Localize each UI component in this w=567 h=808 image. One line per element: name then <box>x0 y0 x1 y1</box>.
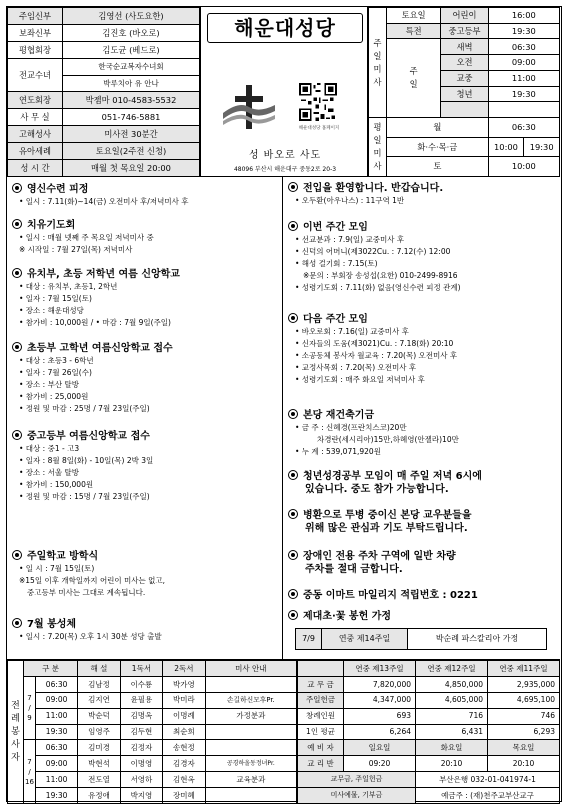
clergy-value: 김진호 (바오로) <box>63 24 200 41</box>
mass-time: 09:00 <box>488 55 559 71</box>
notice-youth-bible <box>283 470 560 497</box>
finance-value: 6,264 <box>344 724 416 740</box>
weekday-day: 토 <box>387 157 489 177</box>
section-item: • 장소 : 서울 탈방 <box>19 468 79 477</box>
section-item: • 바오로회 : 7.16(일) 교중미사 후 <box>295 327 409 336</box>
bullet-icon <box>12 430 22 440</box>
sunday-label-text: 주 일 <box>409 66 418 90</box>
bulletin-page <box>6 6 562 802</box>
header <box>7 7 560 177</box>
section-item: • 일자 : 7월 15일(토) <box>19 294 92 303</box>
clergy-role: 평협회장 <box>8 41 63 58</box>
mass-name: 청년 <box>441 86 488 102</box>
notice-line <box>283 550 560 563</box>
bullet-icon <box>12 219 22 229</box>
week-date <box>24 676 36 740</box>
left-column <box>7 177 283 659</box>
qr-code-icon <box>299 83 337 121</box>
reader-2: 송현정 <box>163 740 205 756</box>
reader-1: 이수룡 <box>120 676 162 692</box>
section-altar-offering <box>283 610 560 650</box>
reader-1: 박지영 <box>120 788 162 804</box>
section-heading <box>7 219 282 232</box>
title-block <box>200 7 368 177</box>
mass-time: 09:00 <box>36 692 78 708</box>
catechism-day: 목요일 <box>488 740 560 756</box>
finance-value: 6,293 <box>488 724 560 740</box>
reader-2: 박미라 <box>163 692 205 708</box>
section-title: 이번 주간 모임 <box>303 222 368 233</box>
parish-address: 48096 부산시 해운대구 중동2로 20-3 <box>233 166 337 173</box>
mass-time <box>488 102 559 118</box>
section-item: ※문의 : 부회장 송성섭(요한) 010-2499-8916 <box>303 271 458 280</box>
section-item: • 정원 및 마감 : 25명 / 7월 23일(주일) <box>19 404 150 413</box>
commentator: 유정애 <box>78 788 120 804</box>
usher: 손길하신모후Pr. <box>205 692 296 708</box>
finance-header: 연중 제13주일 <box>344 661 416 677</box>
commentator: 김미경 <box>78 740 120 756</box>
mass-name: 특전 <box>387 23 441 39</box>
reader-2: 최순희 <box>163 724 205 740</box>
section-item: • 오두환(아우나스) : 11구역 1반 <box>295 196 405 205</box>
section-title: 주일학교 방학식 <box>27 551 99 562</box>
reader-1: 서영하 <box>120 772 162 788</box>
clergy-value: 매월 첫 목요일 20:00 <box>63 160 200 177</box>
mass-time: 16:00 <box>488 8 559 24</box>
schedule-header: 구 분 <box>24 661 78 677</box>
finance-table <box>297 660 560 804</box>
weekday-time: 06:30 <box>488 118 559 138</box>
clergy-value: 박루치아 유 안나 <box>63 75 200 92</box>
mass-time: 19:30 <box>36 724 78 740</box>
right-column <box>283 177 560 659</box>
reader-1: 윤필용 <box>120 692 162 708</box>
week-date-text: 7 / 16 <box>25 757 34 786</box>
catechism-time: 09:20 <box>344 756 416 772</box>
usher <box>205 740 296 756</box>
notice-text: 장애인 전용 주차 구역에 일반 차량 <box>303 551 456 562</box>
section-heading <box>7 342 282 355</box>
usher: 교육분과 <box>205 772 296 788</box>
finance-value: 693 <box>344 708 416 724</box>
catechism-time: 20:10 <box>416 756 488 772</box>
mass-name: 중고등부 <box>441 23 488 39</box>
bullet-icon <box>12 183 22 193</box>
finance-value: 4,605,000 <box>416 692 488 708</box>
catechism-label: 교 리 반 <box>298 756 344 772</box>
section-heading <box>7 618 282 631</box>
bullet-icon <box>12 618 22 628</box>
notice-text: 청년성경공부 모임이 매 주일 저녁 6시에 <box>303 471 482 482</box>
clergy-role: 고해성사 <box>8 126 63 143</box>
clergy-value: 김영선 (사도요한) <box>63 8 200 25</box>
section-title: 치유기도회 <box>27 220 76 231</box>
reader-2: 장미혜 <box>163 788 205 804</box>
section-item: 중고등부 미사는 그대로 계속됩니다. <box>27 588 146 597</box>
finance-label: 교 무 금 <box>298 676 344 692</box>
section-welcome <box>283 182 560 207</box>
bullet-icon <box>12 268 22 278</box>
section-building-fund <box>283 409 560 458</box>
weekday-day: 월 <box>387 118 489 138</box>
section-item: • 참가비 : 10,000원 / • 마감 : 7월 9일(주일) <box>19 318 171 327</box>
section-emart <box>283 589 560 602</box>
finance-value: 746 <box>488 708 560 724</box>
reader-2: 박가영 <box>163 676 205 692</box>
section-item: 차경란(세시리아)15만,하혜영(안젤라)10만 <box>317 435 459 444</box>
mass-time: 19:30 <box>488 86 559 102</box>
bullet-icon <box>288 470 298 480</box>
clergy-role: 성 시 간 <box>8 160 63 177</box>
section-item: • 일시 : 매월 넷째 주 목요일 저녁미사 중 <box>19 233 154 242</box>
schedule-header: 2독서 <box>163 661 205 677</box>
notice-line <box>283 470 560 483</box>
section-heading <box>283 589 560 602</box>
finance-label: 주일헌금 <box>298 692 344 708</box>
section-item: • 성령기도회 : 매주 화요일 저녁미사 후 <box>295 375 425 384</box>
bottom-tables <box>7 659 560 803</box>
section-item: • 일시 : 7.20(목) 오후 1시 30분 성당 출발 <box>19 632 162 641</box>
commentator: 전도열 <box>78 772 120 788</box>
bullet-icon <box>288 221 298 231</box>
section-item: • 선교분과 : 7.9(일) 교중미사 후 <box>295 235 405 244</box>
notice-text: 있습니다. 중도 참가 가능합니다. <box>305 484 449 495</box>
section-item: • 해성 걸기회 : 7.15(토) <box>295 259 378 268</box>
schedule-side-label-text: 전 례 봉 사 자 <box>11 700 20 763</box>
section-item: • 일시 : 7.11(화)~14(금) 오전미사 후/저녁미사 후 <box>19 197 189 206</box>
section-title: 중동 이마트 마일리지 적립번호 : 0221 <box>303 590 478 601</box>
notice-parking <box>283 550 560 577</box>
section-title: 영신수련 피정 <box>27 184 89 195</box>
offering-family: 박순례 파스칼리아 가정 <box>408 629 547 650</box>
section-item: • 소공동체 봉사자 월교육 : 7.20(목) 오전미사 후 <box>295 351 458 360</box>
catechism-label: 예 비 자 <box>298 740 344 756</box>
reader-1: 김명옥 <box>120 708 162 724</box>
mass-name: 교중 <box>441 70 488 86</box>
sunday-label <box>387 39 441 118</box>
clergy-value: 김도균 (베드로) <box>63 41 200 58</box>
bank-holder: 예금주 : (재)천주교부산교구 <box>416 788 560 804</box>
finance-value: 6,431 <box>416 724 488 740</box>
section-item: ※15일 이후 개학일까지 어린이 미사는 없고, <box>19 576 166 585</box>
section-item: • 참가비 : 25,000원 <box>19 392 89 401</box>
catechism-time: 20:10 <box>488 756 560 772</box>
bullet-icon <box>288 589 298 599</box>
section-item: • 일자 : 7월 26일(수) <box>19 368 92 377</box>
section-kids-school <box>7 268 282 329</box>
mass-time: 06:30 <box>488 39 559 55</box>
patron-saint: 성 바오로 사도 <box>248 150 322 161</box>
bullet-icon <box>288 409 298 419</box>
finance-header <box>298 661 344 677</box>
section-title: 중고등부 여름신앙학교 접수 <box>27 431 150 442</box>
section-item: • 일자 : 8월 8일(화) - 10일(목) 2박 3일 <box>19 456 154 465</box>
mass-name <box>441 102 488 118</box>
section-title: 다음 주간 모임 <box>303 314 368 325</box>
mass-time: 19:30 <box>36 788 78 804</box>
section-item: • 참가비 : 150,000원 <box>19 480 94 489</box>
finance-value: 4,695,100 <box>488 692 560 708</box>
commentator: 김남정 <box>78 676 120 692</box>
clergy-value: 미사전 30분간 <box>63 126 200 143</box>
section-vacation <box>7 550 282 599</box>
mass-time: 19:30 <box>488 23 559 39</box>
clergy-table <box>7 7 200 177</box>
bullet-icon <box>288 313 298 323</box>
usher <box>205 676 296 692</box>
finance-value: 7,820,000 <box>344 676 416 692</box>
section-elementary-school <box>7 342 282 415</box>
section-heading <box>7 183 282 196</box>
bank-label: 교무금, 주일헌금 <box>298 772 416 788</box>
weekday-day: 화·수·목·금 <box>387 137 489 157</box>
bullet-icon <box>12 342 22 352</box>
mass-time: 06:30 <box>36 676 78 692</box>
section-healing-prayer <box>7 219 282 256</box>
saturday-label: 토요일 <box>387 8 441 24</box>
offering-date: 7/9 <box>296 629 322 650</box>
finance-value: 4,850,000 <box>416 676 488 692</box>
qr-caption: 해운대성당 홈페이지 <box>298 126 340 131</box>
section-item: • 대상 : 중1 - 고3 <box>19 444 80 453</box>
mass-time: 11:00 <box>36 708 78 724</box>
offering-sunday: 연중 제14주일 <box>322 629 408 650</box>
reader-1: 김두현 <box>120 724 162 740</box>
week-date <box>24 740 36 804</box>
section-item: • 정원 및 마감 : 15명 / 7월 23일(주일) <box>19 492 150 501</box>
mass-time: 06:30 <box>36 740 78 756</box>
schedule-header: 1독서 <box>120 661 162 677</box>
reader-2: 이명례 <box>163 708 205 724</box>
section-title: 전입을 환영합니다. 반갑습니다. <box>303 183 444 194</box>
finance-header: 연중 제11주일 <box>488 661 560 677</box>
section-heading <box>7 430 282 443</box>
bullet-icon <box>12 550 22 560</box>
section-item: • 금 주 : 신혜경(프란치스코)20만 <box>295 423 407 432</box>
finance-value: 4,347,000 <box>344 692 416 708</box>
section-heading <box>7 268 282 281</box>
week-date-text: 7 / 9 <box>27 694 32 723</box>
section-item: • 대상 : 유치부, 초등1, 2학년 <box>19 282 118 291</box>
commentator: 박순덕 <box>78 708 120 724</box>
weekday-time: 10:00 <box>488 157 559 177</box>
section-title: 초등부 고학년 여름신앙학교 접수 <box>27 343 173 354</box>
bank-account: 부산은행 032-01-041974-1 <box>416 772 560 788</box>
section-heading <box>283 610 560 623</box>
section-item: • 신덕의 어머니(제3022Cu. : 7.12(수) 12:00 <box>295 247 451 256</box>
mass-time: 09:00 <box>36 756 78 772</box>
clergy-role: 유아세례 <box>8 143 63 160</box>
clergy-role: 연도회장 <box>8 92 63 109</box>
bullet-icon <box>288 182 298 192</box>
finance-header: 연중 제12주일 <box>416 661 488 677</box>
usher: 공경하올동정녀Pr. <box>205 756 296 772</box>
reader-1: 이명영 <box>120 756 162 772</box>
notice-prayer-request <box>283 509 560 536</box>
section-heading <box>283 221 560 234</box>
mass-time: 11:00 <box>36 772 78 788</box>
section-youth-school <box>7 430 282 503</box>
section-heading <box>7 550 282 563</box>
bullet-icon <box>288 550 298 560</box>
notice-text: 위해 많은 관심과 기도 부탁드립니다. <box>305 523 468 534</box>
reader-2: 김현옥 <box>163 772 205 788</box>
commentator: 임영주 <box>78 724 120 740</box>
section-item: • 성령기도회 : 7.11(화) 없음(영신수련 피정 관계) <box>295 283 461 292</box>
clergy-role: 주임신부 <box>8 8 63 25</box>
weekday-mass-label-text: 평 일 미 사 <box>373 122 382 172</box>
notice-text: 병환으로 투병 중이신 본당 교우분들을 <box>303 510 472 521</box>
section-title: 제대초·꽃 봉헌 가정 <box>303 611 392 622</box>
finance-value: 2,935,000 <box>488 676 560 692</box>
weekday-time: 10:00 <box>488 137 524 157</box>
section-heading <box>283 182 560 195</box>
section-title: 7월 봉성체 <box>27 619 77 630</box>
finance-value: 716 <box>416 708 488 724</box>
mass-name: 어린이 <box>441 8 488 24</box>
parish-logo-icon <box>221 83 277 131</box>
usher: 가정분과 <box>205 708 296 724</box>
clergy-value: 051-746-5881 <box>63 109 200 126</box>
catechism-day: 화요일 <box>416 740 488 756</box>
section-heading <box>283 313 560 326</box>
section-item: • 대상 : 초등3 - 6학년 <box>19 356 94 365</box>
reader-1: 김정자 <box>120 740 162 756</box>
bullet-icon <box>288 610 298 620</box>
section-item: • 누 계 : 539,071,920원 <box>295 447 381 456</box>
section-title: 본당 재건축기금 <box>303 410 375 421</box>
section-heading <box>283 409 560 422</box>
clergy-role: 보좌신부 <box>8 24 63 41</box>
section-item: • 교정사목회 : 7.20(목) 오전미사 후 <box>295 363 417 372</box>
clergy-value: 박젬마 010-4583-5532 <box>63 92 200 109</box>
usher <box>205 788 296 804</box>
section-item: • 장소 : 해운대성당 <box>19 306 84 315</box>
sunday-mass-label-text: 주 일 미 사 <box>373 37 382 87</box>
clergy-value: 한국순교복자수녀회 <box>63 58 200 75</box>
section-item: • 장소 : 부산 탈방 <box>19 380 79 389</box>
commentator: 김지연 <box>78 692 120 708</box>
section-retreat <box>7 183 282 208</box>
notice-text: 주차를 절대 금합니다. <box>305 564 403 575</box>
finance-label: 창례인원 <box>298 708 344 724</box>
schedule-side-label <box>8 661 24 804</box>
section-title: 유치부, 초등 저학년 여름 신앙학교 <box>27 269 180 280</box>
notice-line <box>283 509 560 522</box>
section-communion-visit <box>7 618 282 643</box>
sunday-mass-label <box>369 8 387 118</box>
section-item: • 신자들의 도움(제3021)Cu. : 7.18(화) 20:10 <box>295 339 454 348</box>
commentator: 박현석 <box>78 756 120 772</box>
usher <box>205 724 296 740</box>
bullet-icon <box>288 509 298 519</box>
clergy-role: 사 무 실 <box>8 109 63 126</box>
weekday-time: 19:30 <box>524 137 560 157</box>
parish-name: 해운대성당 <box>234 16 336 40</box>
section-item: ※ 시작일 : 7월 27일(목) 저녁미사 <box>19 245 133 254</box>
liturgy-schedule-table <box>7 660 297 804</box>
schedule-header: 미사 안내 <box>205 661 296 677</box>
finance-label: 1인 평균 <box>298 724 344 740</box>
clergy-value: 토요일(2주전 신청) <box>63 143 200 160</box>
mass-name: 새벽 <box>441 39 488 55</box>
mass-name: 오전 <box>441 55 488 71</box>
mass-time: 11:00 <box>488 70 559 86</box>
altar-offering-table <box>295 628 547 650</box>
catechism-day: 일요일 <box>344 740 416 756</box>
schedule-header: 해 설 <box>78 661 120 677</box>
section-next-week <box>283 313 560 386</box>
clergy-role: 전교수녀 <box>8 58 63 92</box>
section-this-week <box>283 221 560 294</box>
mass-times-table <box>368 7 560 177</box>
weekday-mass-label <box>369 118 387 177</box>
parish-title-box <box>207 13 363 43</box>
reader-2: 김경자 <box>163 756 205 772</box>
bank-label: 미사예물, 기부금 <box>298 788 416 804</box>
section-item: • 일 시 : 7월 15일(토) <box>19 564 95 573</box>
